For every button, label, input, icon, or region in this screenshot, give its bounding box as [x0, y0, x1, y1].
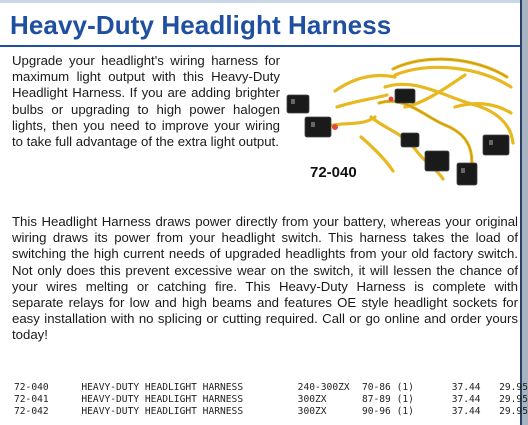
part-price-list: 37.44 — [451, 394, 481, 405]
part-years: 90-96 (1) — [361, 406, 414, 417]
right-border — [522, 0, 528, 425]
image-part-number: 72-040 — [310, 164, 357, 181]
part-price-list: 37.44 — [451, 382, 481, 393]
parts-table — [14, 382, 528, 418]
part-description: HEAVY-DUTY HEADLIGHT HARNESS — [81, 406, 244, 417]
body-paragraph: This Headlight Harness draws power directly from your battery, whereas your original wiring draws its power from your headlight switch. This harness takes the load of switching the high current needs of upgraded headlights from your old factory switch. Not only does this prevent excessive wear on the switch, it will lessen the chance of your wires melting or catching fire. This Heavy-Duty Harness is complete with separate relays for low and high beams and features OE style headlight sockets for easy installation with no splicing or cutting required. Call or go online and order yours today! — [12, 214, 518, 343]
part-number: 72-040 — [14, 382, 49, 393]
part-price-list: 37.44 — [451, 406, 481, 417]
part-description: HEAVY-DUTY HEADLIGHT HARNESS — [81, 394, 244, 405]
part-fitment: 240-300ZX — [297, 382, 350, 393]
top-border — [0, 0, 528, 3]
table-row — [14, 382, 528, 394]
part-description: HEAVY-DUTY HEADLIGHT HARNESS — [81, 382, 244, 393]
harness-product-image — [275, 47, 520, 207]
table-row — [14, 406, 528, 418]
table-row — [14, 394, 528, 406]
part-fitment: 300ZX — [297, 406, 327, 417]
part-years: 70-86 (1) — [361, 382, 414, 393]
part-number: 72-042 — [14, 406, 49, 417]
part-fitment: 300ZX — [297, 394, 327, 405]
part-price-sale: 29.95 — [499, 406, 528, 417]
part-number: 72-041 — [14, 394, 49, 405]
part-price-sale: 29.95 — [499, 394, 528, 405]
page-title: Heavy-Duty Headlight Harness — [10, 10, 392, 40]
intro-paragraph: Upgrade your headlight's wiring harness for maximum light output with this Heavy-Duty Headlight Harness. If you are adding brighter bulbs or upgrading to high power halogen lights, then you need to improve your wiring to take full advantage of the extra light output. — [12, 53, 280, 150]
part-price-sale: 29.95 — [499, 382, 528, 393]
part-years: 87-89 (1) — [361, 394, 414, 405]
